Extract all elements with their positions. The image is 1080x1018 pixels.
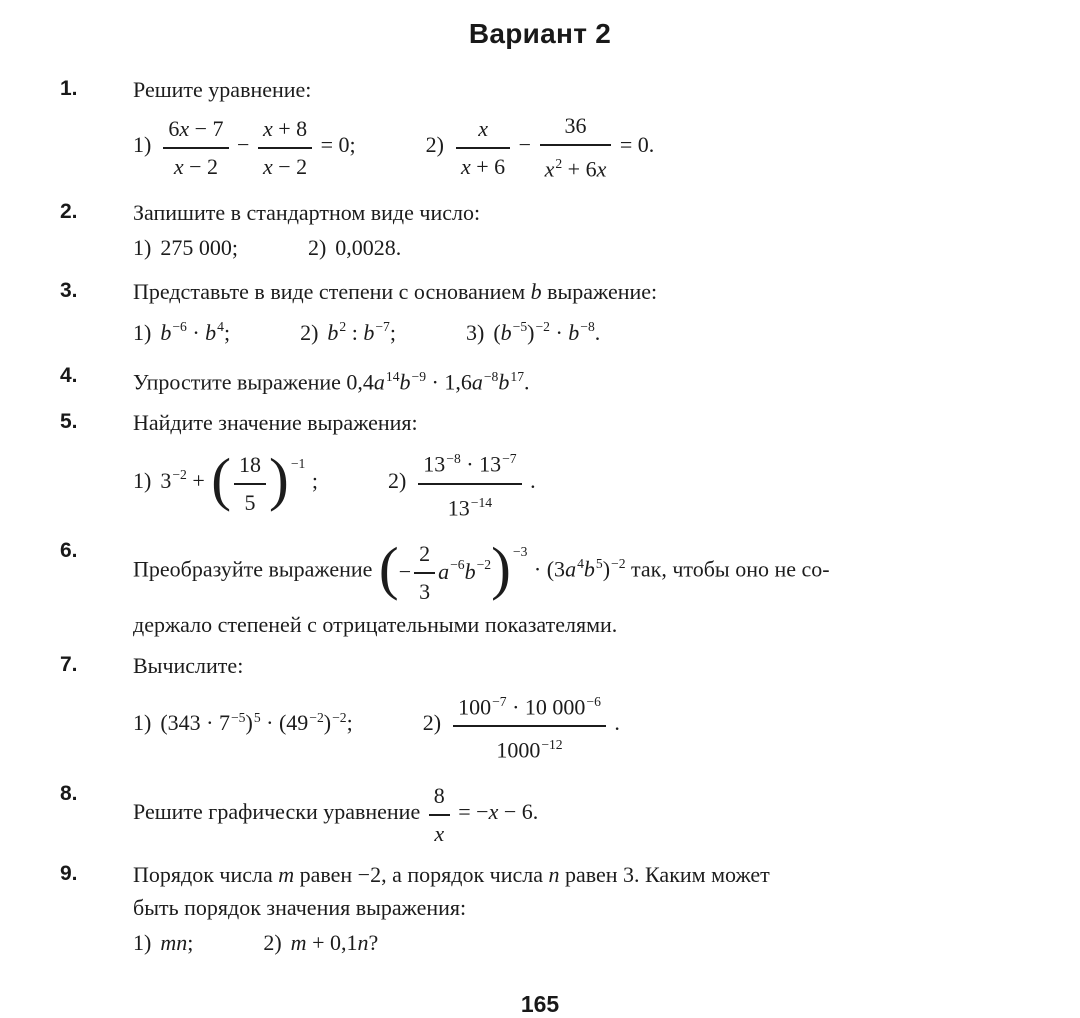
- exponent: −8: [446, 451, 461, 467]
- math-text: (: [493, 319, 501, 345]
- problem-text: Вычислите:: [133, 652, 244, 678]
- math-variable: a: [471, 369, 483, 395]
- math-text: = −: [452, 798, 489, 824]
- math-text: 18: [239, 452, 262, 478]
- item-label: 1): [133, 467, 152, 493]
- exponent: 2: [339, 319, 347, 335]
- math-variable: m: [278, 861, 295, 887]
- math-text: · 13: [460, 451, 502, 477]
- problem-items: [133, 685, 1020, 766]
- group-exponent: −3: [512, 544, 528, 560]
- math-text: 5: [244, 490, 256, 516]
- problem-content: [133, 407, 1020, 528]
- fraction-numerator: [258, 112, 312, 149]
- math-text: + 6: [562, 156, 597, 182]
- math-text: выражение:: [541, 279, 658, 305]
- math-variable: b: [363, 319, 375, 345]
- math-text: − 7: [189, 115, 224, 141]
- math-text: −: [398, 559, 412, 585]
- problem-number: 1.: [60, 77, 78, 100]
- exponent: 5: [595, 556, 603, 572]
- problem-items: [133, 442, 1020, 523]
- problem-number: 9.: [60, 861, 78, 885]
- problem-row: [60, 536, 1020, 641]
- problem-item: [425, 113, 655, 182]
- math-text: 13: [447, 495, 470, 521]
- math-text: + 6: [470, 153, 506, 179]
- problem-number: 6.: [60, 539, 78, 563]
- math-text: + 0,1: [306, 929, 358, 955]
- problem-item: [133, 320, 230, 345]
- fraction-denominator: [453, 727, 606, 765]
- math-variable: x: [179, 115, 190, 141]
- problem-items: [133, 232, 1020, 263]
- fraction-numerator: [540, 109, 612, 146]
- exponent: 4: [217, 319, 224, 335]
- math-text: .: [524, 369, 530, 395]
- math-text: (343 · 7: [160, 710, 230, 736]
- exponent: −9: [411, 368, 427, 384]
- exponent: −6: [450, 556, 465, 572]
- math-text: ;: [389, 319, 396, 345]
- math-text: 8: [433, 782, 445, 808]
- problem-items: [133, 109, 1020, 184]
- problem-text: быть порядок значения выражения:: [133, 894, 467, 920]
- problem-item: [133, 710, 353, 735]
- math-variable: x: [544, 156, 555, 182]
- page-number: 165: [520, 990, 560, 1017]
- fraction: [540, 109, 612, 184]
- math-text: 3: [160, 467, 172, 493]
- exponent: −2: [332, 709, 347, 725]
- problem-math-line: [133, 536, 1020, 606]
- exponent: −8: [580, 319, 595, 335]
- math-variable: x: [262, 153, 273, 179]
- problem-item: [387, 451, 536, 521]
- exponent: 17: [510, 368, 524, 384]
- math-variable: b: [399, 369, 411, 395]
- worksheet: [60, 74, 1020, 963]
- left-paren: (: [211, 446, 232, 513]
- problem-text: держало степеней с отрицательными показателями.: [133, 611, 618, 637]
- math-variable: x: [596, 156, 607, 182]
- math-text: Упростите выражение 0,4: [133, 369, 374, 395]
- problem-row: [60, 361, 1020, 399]
- math-variable: x: [262, 115, 273, 141]
- math-variable: b: [583, 556, 595, 582]
- math-variable: x: [173, 153, 184, 179]
- math-variable: b: [205, 319, 217, 345]
- math-variable: b: [327, 319, 339, 345]
- exponent: −8: [483, 368, 499, 384]
- item-label: 2): [422, 710, 442, 736]
- exponent: −2: [535, 319, 550, 335]
- fraction: [429, 779, 450, 849]
- math-text: + 8: [272, 115, 308, 141]
- problem-text: Найдите значение выражения:: [133, 410, 418, 436]
- math-text: − 6.: [498, 798, 539, 824]
- math-variable: b: [160, 319, 172, 345]
- fraction-denominator: [540, 146, 612, 184]
- problem-number: 7.: [60, 652, 78, 676]
- problem-content: [133, 197, 1020, 268]
- problem-row: [60, 779, 1020, 851]
- math-variable: n: [357, 929, 369, 955]
- math-text: так, чтобы оно не со-: [625, 556, 830, 582]
- paren-group: [210, 448, 306, 518]
- math-text: 6: [168, 115, 180, 141]
- math-variable: b: [500, 319, 512, 345]
- problem-row: [60, 276, 1020, 352]
- math-text: · (49: [260, 710, 309, 736]
- fraction-numerator: [456, 112, 510, 149]
- right-paren: ): [491, 535, 511, 602]
- problem-item: [422, 693, 620, 763]
- math-text: равен 3. Каким может: [559, 861, 770, 887]
- problem-row: [60, 407, 1020, 528]
- fraction-denominator: [258, 149, 312, 182]
- math-text: 13: [423, 451, 446, 477]
- item-label: 1): [133, 319, 152, 345]
- exponent: −2: [309, 709, 324, 725]
- math-text: −: [513, 131, 537, 157]
- math-variable: mn: [160, 929, 188, 955]
- math-text: · 1,6: [426, 369, 472, 395]
- math-text: − 2: [183, 153, 219, 179]
- item-label: 1): [133, 929, 152, 955]
- math-variable: b: [464, 559, 476, 585]
- math-text: ·: [186, 319, 206, 345]
- fraction: [258, 112, 312, 182]
- problem-item: [308, 235, 401, 260]
- math-text: · 10 000: [506, 694, 586, 720]
- math-variable: x: [460, 153, 471, 179]
- exponent: −2: [611, 556, 626, 572]
- fraction-denominator: [234, 485, 266, 518]
- problem-item: [133, 235, 238, 260]
- page-title: Вариант 2: [468, 18, 612, 49]
- math-text: ;: [346, 710, 353, 736]
- item-label: 2): [387, 467, 407, 493]
- item-label: 2): [307, 235, 327, 261]
- problem-row: [60, 650, 1020, 771]
- math-text: ;: [187, 929, 194, 955]
- item-label: 1): [133, 131, 152, 157]
- problem-number: 3.: [60, 279, 78, 303]
- problem-items: [133, 927, 1020, 958]
- math-text: ;: [223, 319, 231, 345]
- fraction-denominator: [414, 574, 435, 607]
- problem-items: [133, 311, 1020, 347]
- exponent: 14: [385, 368, 400, 384]
- problem-item: [133, 446, 318, 516]
- math-text: ): [245, 710, 253, 736]
- math-text: −: [231, 131, 255, 157]
- fraction-numerator: [163, 112, 228, 149]
- math-variable: n: [548, 861, 560, 887]
- math-text: · (3: [528, 556, 566, 582]
- problem-math-line: [133, 779, 1020, 849]
- math-text: ): [323, 710, 332, 736]
- problem-row: [60, 859, 1020, 963]
- item-label: 1): [133, 710, 152, 736]
- fraction: [453, 685, 606, 766]
- math-text: ): [602, 556, 611, 582]
- math-text: Преобразуйте выражение: [133, 556, 378, 582]
- item-label: 2): [300, 319, 319, 345]
- math-text: .: [524, 467, 536, 493]
- problem-text: Запишите в стандартном виде число:: [133, 200, 481, 226]
- fraction: [456, 112, 510, 182]
- math-text: ·: [549, 319, 569, 345]
- problem-text: Решите уравнение:: [133, 77, 312, 102]
- item-label: 2): [263, 929, 282, 955]
- math-variable: x: [478, 115, 488, 141]
- math-variable: b: [568, 319, 580, 345]
- problem-row: [60, 74, 1020, 189]
- exponent: 5: [253, 709, 261, 725]
- math-text: 36: [564, 113, 587, 138]
- exponent: −6: [586, 693, 601, 709]
- exponent: −2: [476, 556, 492, 572]
- math-text: 275 000;: [160, 235, 238, 261]
- item-label: 2): [425, 131, 444, 157]
- fraction-numerator: [414, 537, 435, 574]
- math-variable: a: [565, 556, 577, 582]
- math-text: 0,0028.: [335, 235, 402, 261]
- math-text: ): [527, 319, 535, 345]
- math-text: − 2: [272, 153, 308, 179]
- fraction: [234, 448, 266, 518]
- math-text: = 0;: [315, 131, 356, 157]
- fraction-denominator: [456, 149, 510, 182]
- fraction-numerator: [429, 779, 450, 816]
- item-label: 1): [133, 235, 152, 261]
- fraction-numerator: [418, 442, 521, 484]
- problem-item: [466, 320, 600, 345]
- fraction: [163, 112, 228, 182]
- exponent: −7: [502, 451, 517, 467]
- math-text: Порядок числа: [133, 861, 279, 887]
- problem-content: [133, 276, 1020, 352]
- fraction-denominator: [163, 149, 228, 182]
- fraction-denominator: [429, 816, 450, 849]
- problem-math-line: [133, 276, 1020, 307]
- problem-math-line: [133, 361, 1020, 397]
- problem-number: 8.: [60, 781, 78, 805]
- math-variable: x: [488, 798, 499, 824]
- item-label: 3): [465, 319, 485, 345]
- problem-row: [60, 197, 1020, 268]
- math-text: 2: [419, 540, 431, 566]
- left-paren: (: [378, 535, 399, 602]
- fraction: [418, 442, 521, 523]
- right-paren: ): [269, 446, 289, 513]
- exponent: −14: [470, 494, 493, 510]
- exponent: −5: [230, 709, 246, 725]
- exponent: −5: [512, 319, 528, 335]
- problem-number: 5.: [60, 410, 78, 434]
- problem-item: [133, 115, 356, 179]
- math-text: 1000: [496, 737, 541, 763]
- fraction-numerator: [453, 685, 606, 727]
- math-variable: b: [498, 369, 510, 395]
- problem-content: [133, 74, 1020, 189]
- math-text: Представьте в виде степени с основанием: [133, 279, 531, 305]
- math-variable: m: [290, 929, 307, 955]
- math-text: .: [608, 710, 620, 736]
- problem-number: 4.: [60, 363, 78, 387]
- math-text: равен −2, а порядок числа: [294, 861, 549, 887]
- math-text: 3: [419, 578, 431, 604]
- math-text: +: [186, 467, 211, 493]
- problem-content: [133, 536, 1020, 641]
- exponent: 2: [555, 156, 563, 171]
- problem-number: 2.: [60, 200, 78, 224]
- problem-item: [263, 930, 378, 955]
- problem-item: [133, 930, 193, 955]
- math-variable: b: [530, 279, 542, 305]
- problem-content: [133, 779, 1020, 851]
- math-text: Решите графически уравнение: [133, 798, 426, 824]
- math-variable: a: [373, 369, 385, 395]
- math-variable: a: [438, 559, 450, 585]
- problem-content: [133, 859, 1020, 963]
- math-variable: x: [434, 820, 445, 846]
- exponent: −7: [492, 693, 507, 709]
- exponent: −6: [172, 319, 187, 335]
- math-text: 100: [458, 694, 492, 720]
- paren-group: [378, 536, 528, 606]
- exponent: −12: [541, 737, 563, 753]
- group-exponent: −1: [290, 455, 306, 471]
- problem-content: [133, 361, 1020, 399]
- fraction: [414, 537, 435, 607]
- problem-content: [133, 650, 1020, 771]
- fraction-numerator: [234, 448, 266, 485]
- math-text: = 0.: [614, 131, 655, 157]
- fraction-denominator: [418, 485, 521, 523]
- exponent: −2: [172, 467, 187, 483]
- math-text: ;: [306, 467, 318, 493]
- math-text: :: [346, 319, 364, 345]
- math-text: .: [594, 319, 601, 345]
- math-text: ?: [368, 929, 379, 955]
- problem-item: [300, 320, 396, 345]
- exponent: −7: [375, 319, 390, 335]
- exponent: 4: [577, 556, 584, 572]
- problem-math-line: [133, 859, 1020, 890]
